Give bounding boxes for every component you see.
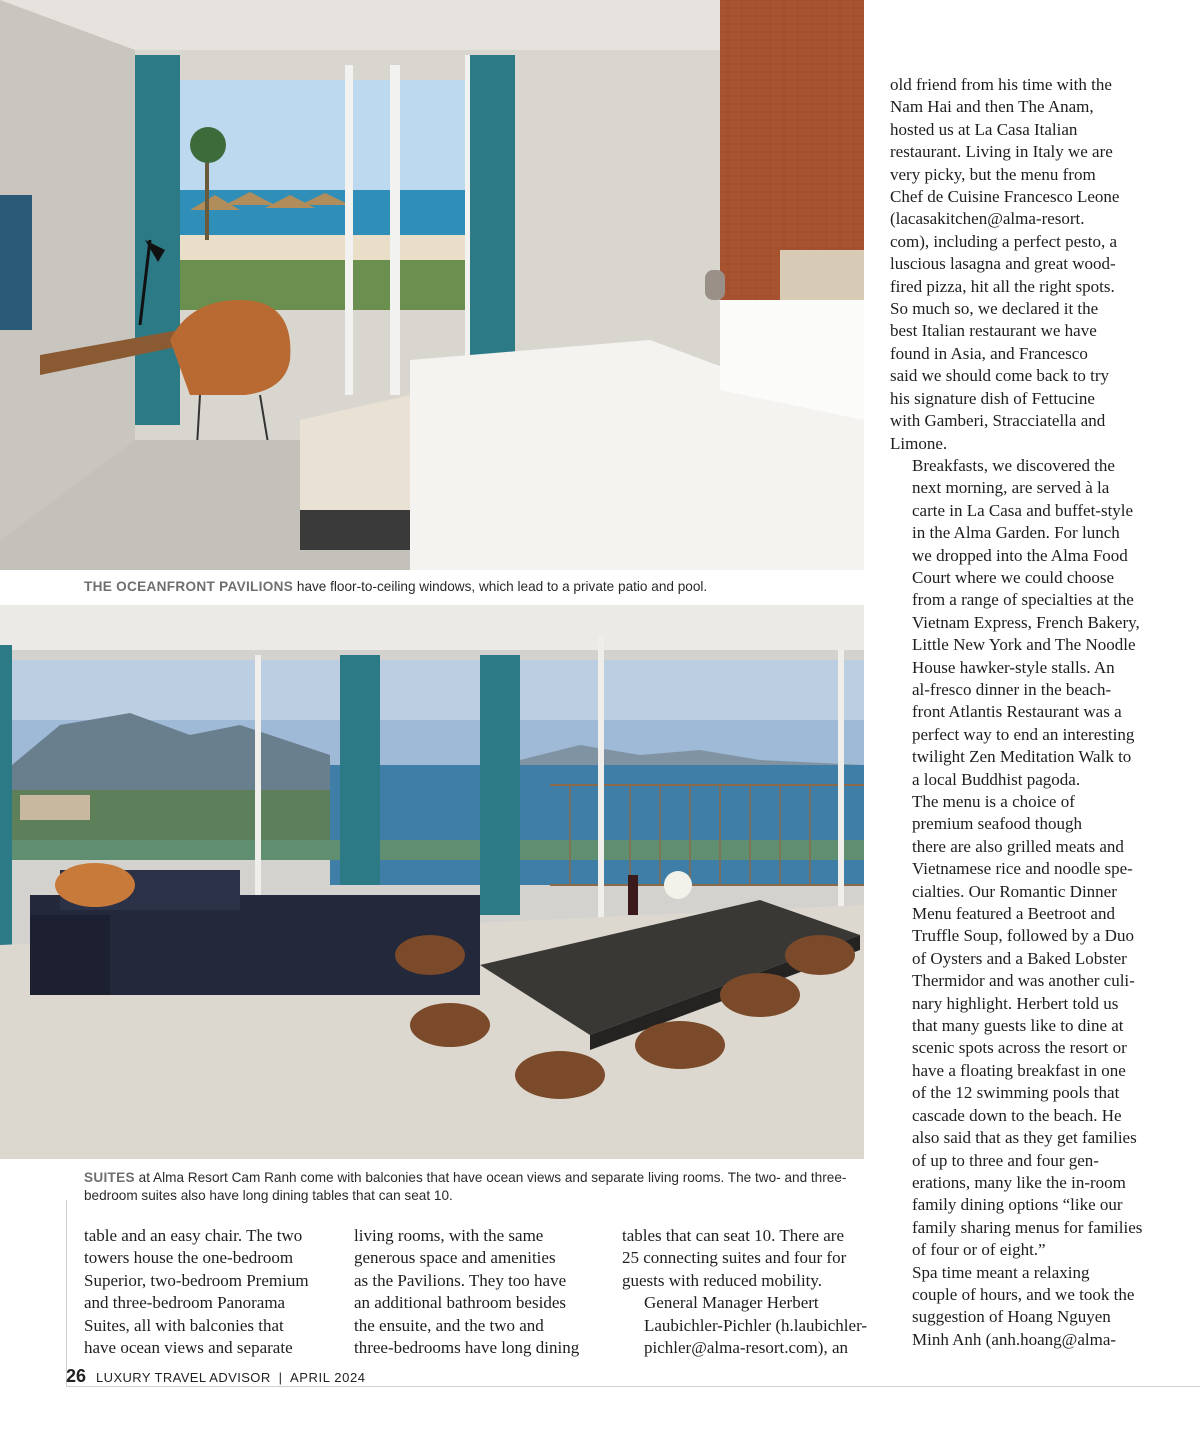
text-line: generous space and amenities — [354, 1248, 556, 1268]
text-line: of the 12 swimming pools that — [912, 1083, 1120, 1103]
text-line: nary highlight. Herbert told us — [912, 993, 1119, 1013]
text-line: Vietnamese rice and noodle spe- — [912, 859, 1133, 879]
text-line: found in Asia, and Francesco — [890, 343, 1088, 363]
paragraph — [354, 1225, 604, 1359]
text-line: next morning, are served à la — [912, 478, 1110, 498]
paragraph — [622, 1292, 872, 1359]
text-line: the ensuite, and the two and — [354, 1315, 544, 1335]
text-line: Court where we could choose — [912, 567, 1115, 587]
text-line: Suites, all with balconies that — [84, 1315, 284, 1335]
text-line: com), including a perfect pesto, a — [890, 231, 1118, 251]
page-footer — [66, 1366, 366, 1390]
paragraph — [84, 1225, 334, 1359]
text-line: have a floating breakfast in one — [912, 1060, 1126, 1080]
bottom-photo-caption — [84, 1169, 864, 1205]
text-line: towers house the one-bedroom — [84, 1248, 294, 1268]
paragraph — [890, 791, 1190, 1262]
text-line: of Oysters and a Baked Lobster — [912, 948, 1127, 968]
text-line: fired pizza, hit all the right spots. — [890, 276, 1115, 296]
paragraph — [890, 74, 1190, 455]
text-line: living rooms, with the same — [354, 1226, 544, 1245]
text-line: we dropped into the Alma Food — [912, 545, 1128, 565]
top-photo-caption — [84, 578, 864, 596]
text-line: and three-bedroom Panorama — [84, 1293, 286, 1313]
text-line: an additional bathroom besides — [354, 1293, 566, 1313]
text-line: So much so, we declared it the — [890, 299, 1099, 319]
text-line: Spa time meant a relaxing — [912, 1262, 1090, 1282]
pavilion-bedroom-illustration — [0, 0, 864, 570]
text-line: Nam Hai and then The Anam, — [890, 97, 1094, 117]
text-line: his signature dish of Fettucine — [890, 388, 1095, 408]
right-text-column — [890, 74, 1190, 1351]
text-line: hosted us at La Casa Italian — [890, 119, 1078, 139]
text-line: that many guests like to dine at — [912, 1016, 1124, 1036]
text-line: restaurant. Living in Italy we are — [890, 142, 1113, 162]
text-line: Truffle Soup, followed by a Duo — [912, 926, 1134, 946]
pavilion-bedroom-photo — [0, 0, 864, 570]
text-line: Vietnam Express, French Bakery, — [912, 612, 1140, 632]
text-line: Limone. — [890, 433, 948, 453]
bottom-text-column-2 — [354, 1225, 604, 1359]
paragraph — [890, 455, 1190, 791]
text-line: carte in La Casa and buffet-style — [912, 500, 1134, 520]
text-line: cascade down to the beach. He — [912, 1105, 1122, 1125]
text-line: there are also grilled meats and — [912, 836, 1124, 856]
text-line: perfect way to end an interesting — [912, 724, 1135, 744]
text-line: Laubichler-Pichler (h.laubichler- — [644, 1315, 868, 1335]
text-line: family dining options “like our — [912, 1195, 1123, 1215]
text-line: erations, many like the in-room — [912, 1172, 1126, 1192]
text-line: guests with reduced mobility. — [622, 1270, 823, 1290]
text-line: House hawker-style stalls. An — [912, 657, 1115, 677]
text-line: Menu featured a Beetroot and — [912, 904, 1115, 924]
page-number: 26 — [66, 1366, 87, 1386]
text-line: General Manager Herbert — [644, 1293, 819, 1313]
text-line: front Atlantis Restaurant was a — [912, 702, 1122, 722]
text-line: twilight Zen Meditation Walk to — [912, 747, 1132, 767]
text-line: from a range of specialties at the — [912, 590, 1134, 610]
text-line: of four or of eight.” — [912, 1240, 1046, 1260]
text-line: Thermidor and was another culi- — [912, 971, 1135, 991]
text-line: a local Buddhist pagoda. — [912, 769, 1081, 789]
text-line: have ocean views and separate — [84, 1338, 293, 1358]
text-line: Minh Anh (anh.hoang@alma- — [912, 1329, 1117, 1349]
text-line: Little New York and The Noodle — [912, 635, 1136, 655]
issue-date: APRIL 2024 — [290, 1370, 366, 1385]
text-line: The menu is a choice of — [912, 792, 1075, 811]
text-line: 25 connecting suites and four for — [622, 1248, 847, 1268]
suite-living-room-illustration — [0, 605, 864, 1159]
text-line: in the Alma Garden. For lunch — [912, 523, 1120, 543]
bottom-text-column-1 — [84, 1225, 334, 1359]
text-line: also said that as they get families — [912, 1128, 1137, 1148]
text-line: premium seafood though — [912, 814, 1082, 834]
text-line: pichler@alma-resort.com), an — [644, 1338, 848, 1358]
text-line: Breakfasts, we discovered the — [912, 455, 1115, 475]
caption-lead: THE OCEANFRONT PAVILIONS — [84, 579, 294, 594]
caption-text: have floor-to-ceiling windows, which lead to a private patio and pool. — [293, 579, 708, 594]
footer-vertical-rule — [66, 1200, 67, 1386]
caption-lead: SUITES — [84, 1170, 135, 1185]
text-line: said we should come back to try — [890, 366, 1110, 386]
text-line: al-fresco dinner in the beach- — [912, 679, 1112, 699]
text-line: Superior, two-bedroom Premium — [84, 1270, 309, 1290]
magazine-name: LUXURY TRAVEL ADVISOR — [96, 1370, 271, 1385]
text-line: Chef de Cuisine Francesco Leone — [890, 187, 1120, 207]
footer-separator: | — [278, 1370, 282, 1385]
text-line: cialties. Our Romantic Dinner — [912, 881, 1117, 901]
text-line: suggestion of Hoang Nguyen — [912, 1307, 1111, 1327]
paragraph — [622, 1225, 872, 1292]
text-line: three-bedrooms have long dining — [354, 1338, 580, 1358]
text-line: best Italian restaurant we have — [890, 321, 1097, 341]
text-line: luscious lasagna and great wood- — [890, 254, 1116, 274]
paragraph — [890, 1262, 1190, 1352]
text-line: old friend from his time with the — [890, 75, 1112, 94]
text-line: with Gamberi, Stracciatella and — [890, 411, 1106, 431]
text-line: (lacasakitchen@alma-resort. — [890, 209, 1085, 229]
text-line: table and an easy chair. The two — [84, 1226, 303, 1245]
text-line: scenic spots across the resort or — [912, 1038, 1127, 1058]
text-line: of up to three and four gen- — [912, 1150, 1099, 1170]
bottom-text-column-3 — [622, 1225, 872, 1359]
text-line: very picky, but the menu from — [890, 164, 1096, 184]
suite-living-room-photo — [0, 605, 864, 1159]
caption-text: at Alma Resort Cam Ranh come with balconies that have ocean views and separate living rooms. The two- and three-bedroom suites also have long dining tables that can seat 10. — [84, 1170, 847, 1203]
text-line: as the Pavilions. They too have — [354, 1270, 567, 1290]
text-line: couple of hours, and we took the — [912, 1284, 1135, 1304]
text-line: family sharing menus for families — [912, 1217, 1143, 1237]
text-line: tables that can seat 10. There are — [622, 1226, 844, 1245]
